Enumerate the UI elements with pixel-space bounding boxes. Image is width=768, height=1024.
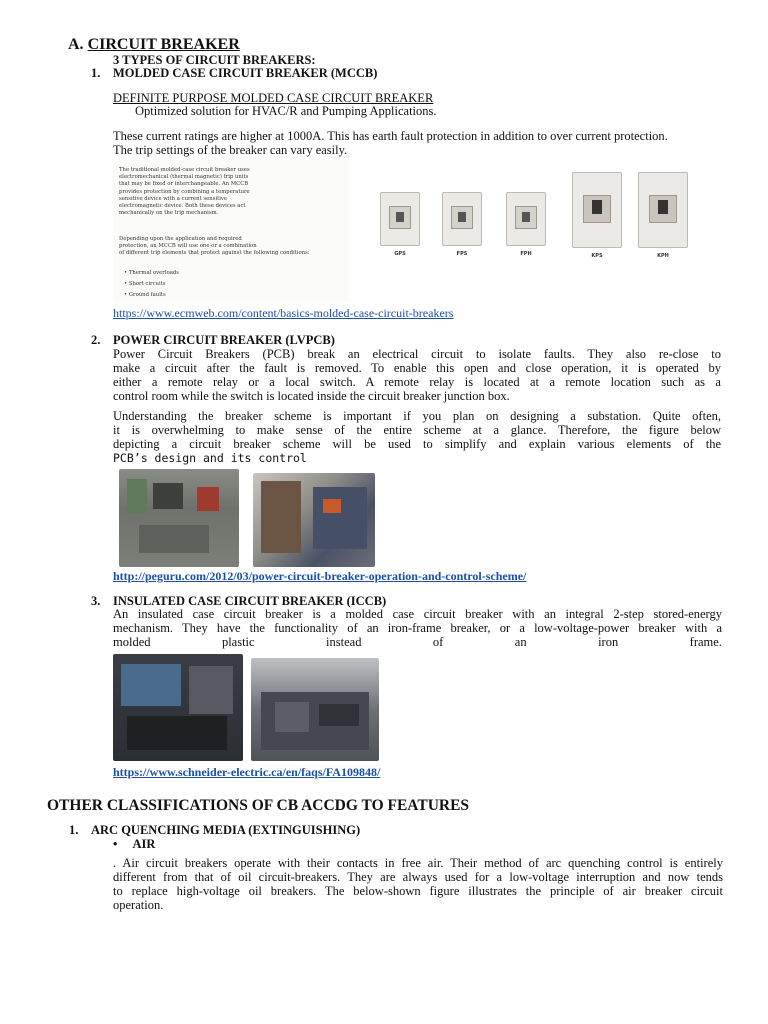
pcb-source-link[interactable]: http://peguru.com/2012/03/power-circuit-breaker-operation-and-control-scheme/ bbox=[113, 569, 527, 583]
mccb-image-text-p2: Depending upon the application and required protection, an MCCB will use one or a combination of different trip elements that protect against the following conditions: bbox=[119, 236, 310, 257]
pcb-paragraph-1: Power Circuit Breakers (PCB) break an electrical circuit to isolate faults. They also re-close to make a circuit after the fault is removed. To enable this open and close operation, it is operated by either a remote relay or a local switch. A remote relay is located at a remote location such as a control room while the switch is located inside the circuit breaker junction box. bbox=[113, 347, 721, 403]
arc-quenching-heading: ARC QUENCHING MEDIA (EXTINGUISHING) bbox=[91, 823, 361, 837]
mccb-number: 1. bbox=[91, 66, 101, 80]
mccb-subline: Optimized solution for HVAC/R and Pumping Applications. bbox=[135, 104, 437, 118]
pcb-heading: POWER CIRCUIT BREAKER (LVPCB) bbox=[113, 333, 335, 347]
pcb-number: 2. bbox=[91, 333, 101, 347]
mccb-paragraph-line: The trip settings of the breaker can vary easily. bbox=[113, 143, 348, 157]
section-a-heading bbox=[68, 36, 240, 54]
iccb-source-link[interactable]: https://www.schneider-electric.ca/en/faqs/FA109848/ bbox=[113, 765, 381, 779]
arc-quenching-number: 1. bbox=[69, 823, 79, 837]
iccb-heading: INSULATED CASE CIRCUIT BREAKER (ICCB) bbox=[113, 594, 387, 608]
section-letter: A. bbox=[68, 36, 84, 53]
air-paragraph: . Air circuit breakers operate with their contacts in free air. Their method of arc quenching control is entirely different from that of oil circuit-breakers. They are always used for a low-voltage interruption and now tends to replace high-voltage oil breakers. The below-shown figure illustrates the principle of air breaker circuit operation. bbox=[113, 856, 723, 912]
iccb-paragraph-last-line: molded plastic instead of an iron frame. bbox=[113, 635, 722, 649]
section-title: CIRCUIT BREAKER bbox=[87, 36, 240, 53]
mccb-description-image bbox=[113, 160, 349, 302]
mccb-paragraph-line: These current ratings are higher at 1000A. This has earth fault protection in addition to over current protection. bbox=[113, 129, 668, 143]
breaker-gps-image: GPS bbox=[380, 192, 420, 246]
types-heading: 3 TYPES OF CIRCUIT BREAKERS: bbox=[113, 53, 316, 67]
iccb-photo-1 bbox=[113, 654, 243, 761]
mccb-subheading: DEFINITE PURPOSE MOLDED CASE CIRCUIT BREAKER bbox=[113, 91, 434, 105]
mccb-device-lineup bbox=[372, 170, 718, 270]
air-bullet bbox=[113, 837, 155, 851]
breaker-fph-image: FPH bbox=[506, 192, 546, 246]
breaker-kps-image: KPS bbox=[572, 172, 622, 248]
pcb-paragraph-2: Understanding the breaker scheme is important if you plan on designing a substation. Quite often, it is overwhelming to make sense of the entire scheme at a glance. Therefore, the figure below depicting a circuit breaker scheme will be used to simplify and explain various elements of the PCB’s design and its control bbox=[113, 409, 721, 465]
breaker-fps-image: FPS bbox=[442, 192, 482, 246]
air-bullet-label: AIR bbox=[132, 837, 156, 851]
pcb-photo-front bbox=[119, 469, 239, 567]
mccb-image-text-p1: The traditional molded-case circuit breaker uses electromechanical (thermal magnetic) trip units that may be fixed or interchangeable. An MCCB provides protection by combining a temperature sensitive device with a current sensitive electromagnetic device. Both these devices act mechanically on the trip mechanism. bbox=[119, 167, 250, 217]
mccb-source-link[interactable]: https://www.ecmweb.com/content/basics-molded-case-circuit-breakers bbox=[113, 306, 454, 320]
iccb-number: 3. bbox=[91, 594, 101, 608]
iccb-photo-2 bbox=[251, 658, 379, 761]
mccb-paragraph bbox=[113, 129, 753, 157]
breaker-kph-image: KPH bbox=[638, 172, 688, 248]
bullet-dot: • bbox=[113, 837, 118, 851]
other-classifications-title: OTHER CLASSIFICATIONS OF CB ACCDG TO FEATURES bbox=[47, 797, 470, 814]
pcb-photo-drawout bbox=[253, 473, 375, 567]
mccb-image-bullets: • Thermal overloads • Short circuits • Ground faults bbox=[124, 270, 179, 298]
mccb-heading: MOLDED CASE CIRCUIT BREAKER (MCCB) bbox=[113, 66, 378, 80]
iccb-paragraph: An insulated case circuit breaker is a molded case circuit breaker with an integral 2-step stored-energy mechanism. They have the functionality of an iron-frame breaker, or a low-voltage-power breaker with a molded plastic instead of an iron frame. bbox=[113, 607, 722, 649]
